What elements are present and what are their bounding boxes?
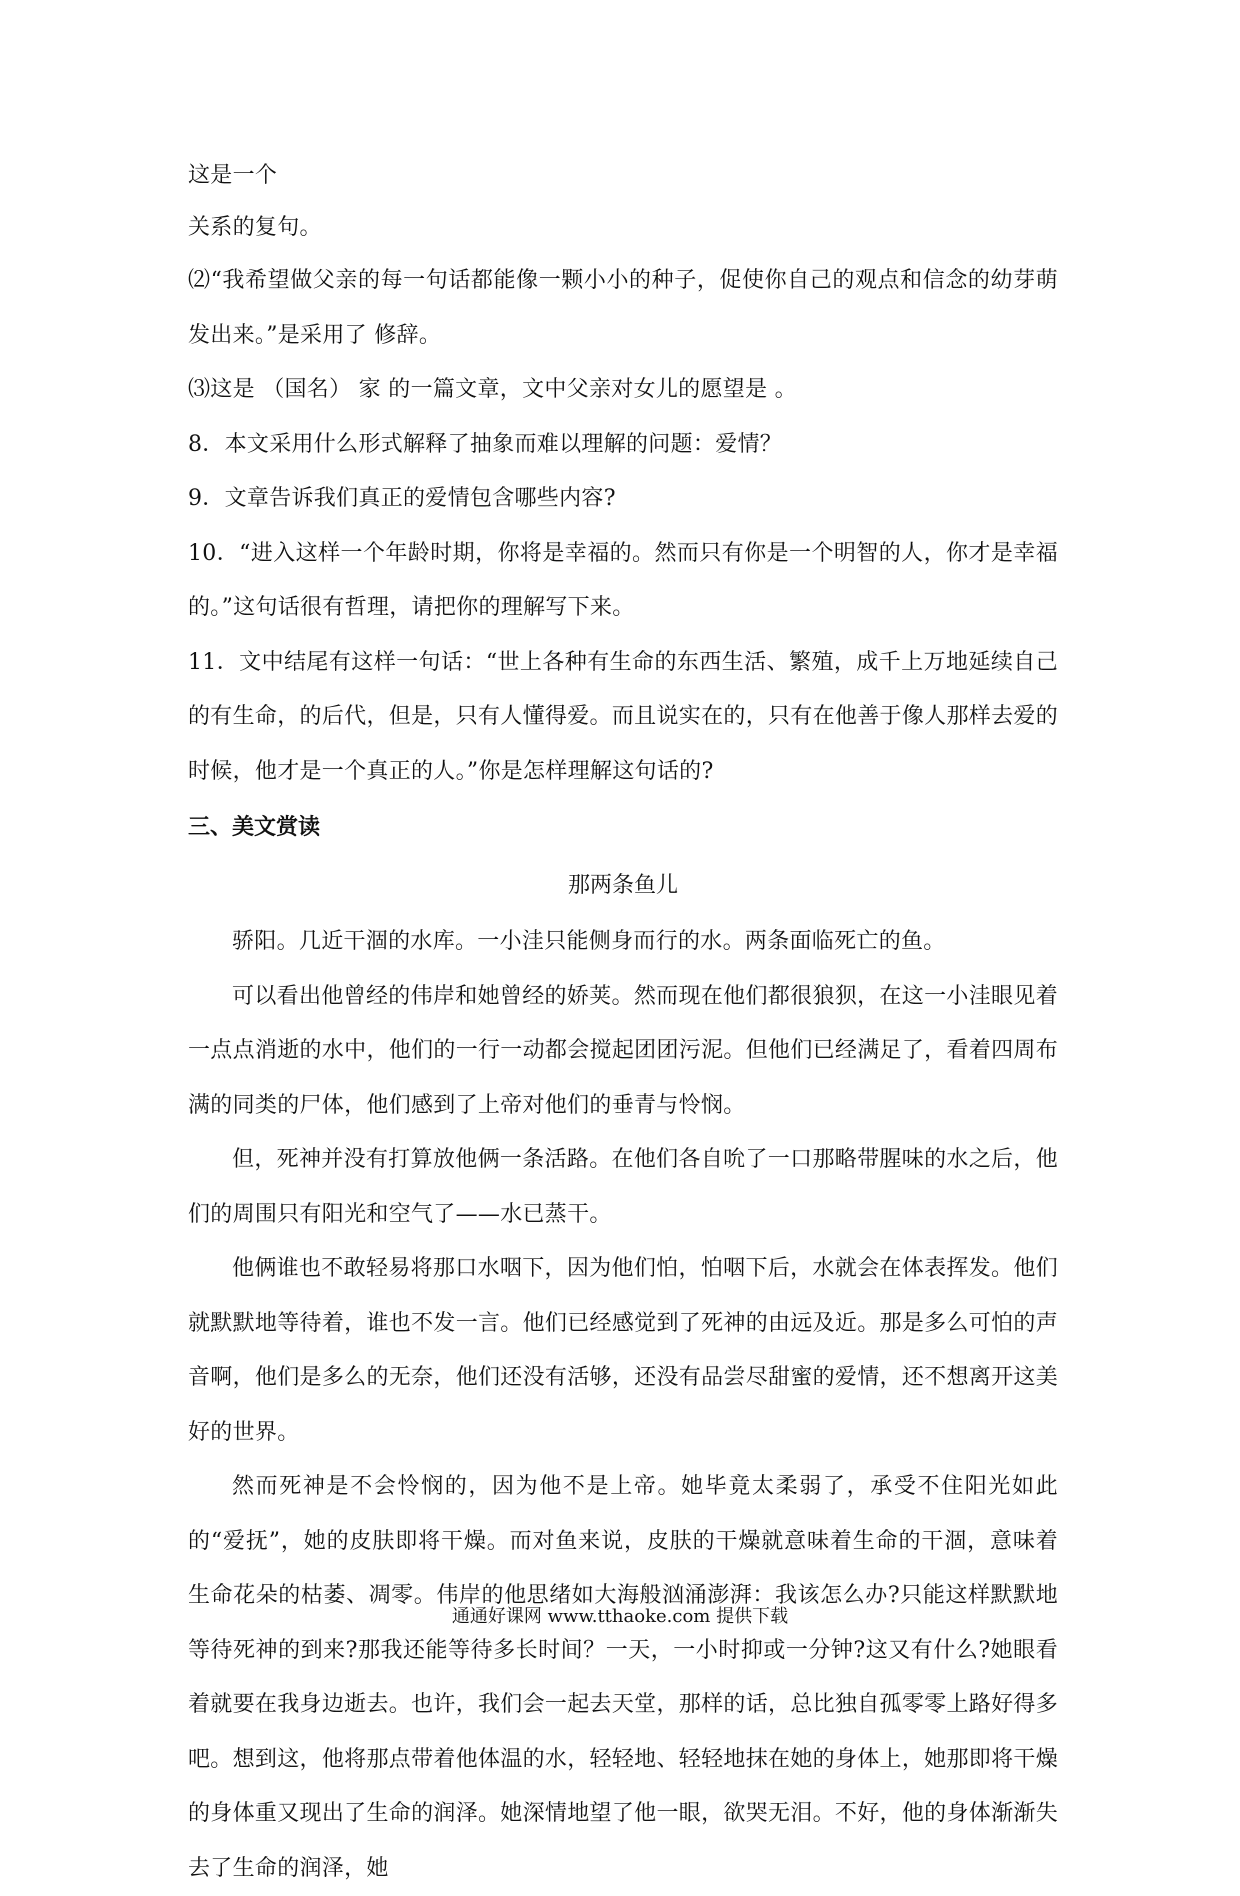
article-paragraph-1: 骄阳。几近干涸的水库。一小洼只能侧身而行的水。两条面临死亡的鱼。 bbox=[232, 929, 946, 954]
article-paragraph-5: 然而死神是不会怜悯的，因为他不是上帝。她毕竟太柔弱了，承受不住阳光如此的“爱抚”，她的皮肤即将干燥。而对鱼来说，皮肤的干燥就意味着生命的干涸，意味着生命花朵的枯萎、凋零。伟岸的他思绪如大海般汹涌澎湃：我该怎么办?只能这样默默地等待死神的到来?那我还能等待多长时间？一天，一小时抑或一分钟?这又有什么?她眼看着就要在我身边逝去。也许，我们会一起去天堂，那样的话，总比独自孤零零上路好得多吧。想到这，他将那点带着他体温的水，轻轻地、轻轻地抹在她的身体上，她那即将干燥的身体重又现出了生命的润泽。她深情地望了他一眼，欲哭无泪。不好，他的身体渐渐失去了生命的润泽，她 bbox=[188, 1474, 1058, 1881]
article-paragraph-2: 可以看出他曾经的伟岸和她曾经的娇荚。然而现在他们都很狼狈，在这一小洼眼见着一点点消逝的水中，他们的一行一动都会搅起团团污泥。但他们已经满足了，看着四周布满的同类的尸体，他们感到了上帝对他们的垂青与怜悯。 bbox=[188, 983, 1058, 1118]
page-content bbox=[188, 150, 1058, 1896]
question-7-3: ⑶这是 （国名） 家 的一篇文章，文中父亲对女儿的愿望是 。 bbox=[188, 377, 797, 402]
question-fragment-1: 这是一个 bbox=[188, 163, 278, 188]
question-8: 8．本文采用什么形式解释了抽象而难以理解的问题：爱情？ bbox=[188, 431, 783, 457]
question-fragment-2: 关系的复句。 bbox=[188, 215, 322, 240]
article-title: 那两条鱼儿 bbox=[567, 873, 678, 898]
page-footer: 通通好课网 www.tthaoke.com 提供下载 bbox=[451, 1606, 789, 1627]
question-9: 9．文章告诉我们真正的爱情包含哪些内容? bbox=[188, 486, 616, 511]
question-11: 11．文中结尾有这样一句话：“世上各种有生命的东西生活、繁殖，成千上万地延续自己的有生命，的后代，但是，只有人懂得爱。而且说实在的，只有在他善于像人那样去爱的时候，他才是一个真正的人。”你是怎样理解这句话的? bbox=[188, 649, 1058, 784]
question-10: 10．“进入这样一个年龄时期，你将是幸福的。然而只有你是一个明智的人，你才是幸福的。”这句话很有哲理，请把你的理解写下来。 bbox=[188, 540, 1058, 620]
article-paragraph-3: 但，死神并没有打算放他俩一条活路。在他们各自吮了一口那略带腥味的水之后，他们的周围只有阳光和空气了——水已蒸干。 bbox=[188, 1147, 1058, 1227]
section-heading: 三、美文赏读 bbox=[188, 815, 321, 840]
question-7-2: ⑵“我希望做父亲的每一句话都能像一颗小小的种子，促使你自己的观点和信念的幼芽萌发出来。”是采用了 修辞。 bbox=[188, 268, 1058, 348]
article-paragraph-4: 他俩谁也不敢轻易将那口水咽下，因为他们怕，怕咽下后，水就会在体表挥发。他们就默默地等待着，谁也不发一言。他们已经感觉到了死神的由远及近。那是多么可怕的声音啊，他们是多么的无奈，他们还没有活够，还没有品尝尽甜蜜的爱情，还不想离开这美好的世界。 bbox=[188, 1256, 1058, 1445]
